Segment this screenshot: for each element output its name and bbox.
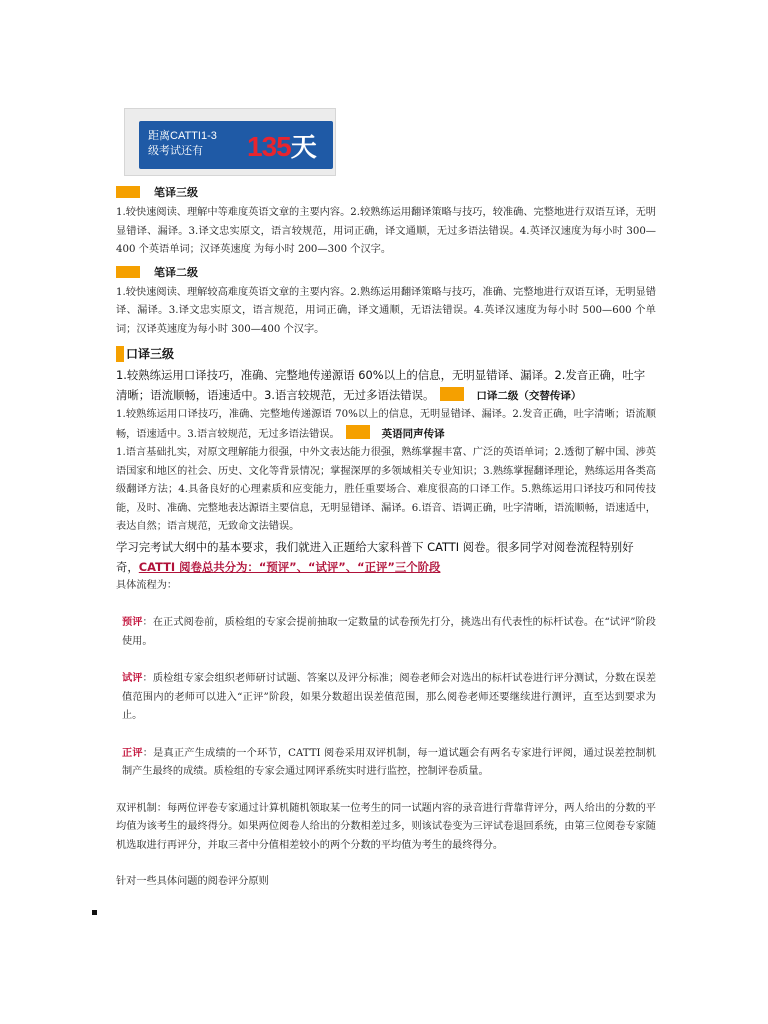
heading-text: 口译三级 — [126, 347, 175, 361]
countdown-days — [247, 127, 316, 164]
heading-text: 笔译二级 — [154, 265, 198, 279]
stage-text: ：在正式阅卷前，质检组的专家会提前抽取一定数量的试卷预先打分，挑选出有代表性的标杆试卷。在“试评”阶段使用。 — [122, 617, 656, 647]
document-page — [116, 108, 656, 892]
countdown-line2: 级考试还有 — [148, 145, 203, 157]
orange-bar-icon — [116, 346, 124, 362]
section-heading-kou3 — [116, 345, 656, 365]
heading-kou2: 口译二级（交替传译） — [476, 390, 582, 402]
countdown-line1: 距离CATTI1-3 — [148, 130, 217, 142]
closing-line: 针对一些具体问题的阅卷评分原则 — [116, 876, 269, 887]
heading-tongsheng: 英语同声传译 — [381, 427, 445, 440]
orange-marker-icon — [440, 387, 464, 401]
stage-label: 正评 — [122, 746, 143, 759]
orange-marker-icon — [116, 186, 140, 198]
stage-trial — [116, 669, 656, 726]
paragraph-kou2 — [116, 406, 656, 444]
countdown-panel — [139, 121, 333, 169]
paragraph-tongsheng: 1.语言基础扎实，对原文理解能力很强，中外文表达能力很强，熟练掌握丰富、广泛的英语单词；2.透彻了解中国、涉英语国家和地区的社会、历史、文化等背景情况；掌握深厚的多领域相关专业知识；3.熟练掌握翻译理论，熟练运用各类高级翻译方法；4.具备良好的心理素质和应变能力，胜任重要场合、难度很高的口译工作。5.熟练运用口译技巧和同传技能，及时、准确、完整地表达源语主要信息，无明显错译、漏译。6.语音、语调正确，吐字清晰，语流顺畅，语速适中，表达自然；语言规范，无致命文法错误。 — [116, 447, 656, 532]
intro-paragraph — [116, 537, 656, 577]
kou3-text: 1.较熟练运用口译技巧，准确、完整地传递源语 60%以上的信息，无明显错译、漏译。2.发音正确，吐字清晰；语流顺畅，语速适中。3.语言较规范，无过多语法错误。 — [116, 368, 646, 402]
heading-text: 笔译三级 — [154, 186, 198, 199]
section-heading-bi2 — [116, 264, 656, 284]
kou2-text: 1.较熟练运用口译技巧，准确、完整地传递源语 70%以上的信息，无明显错译、漏译。2.发音正确，吐字清晰；语流顺畅，语速适中。3.语言较规范，无过多语法错误。 — [116, 409, 656, 440]
stage-formal — [116, 744, 656, 782]
section-heading-bi3 — [116, 184, 656, 204]
paragraph-bi3: 1.较快速阅读、理解中等难度英语文章的主要内容。2.较熟练运用翻译策略与技巧，较准确、完整地进行双语互译，无明显错译、漏译。3.译文忠实原文，语言较规范，用词正确，译文通顺，无过多语法错误。4.英译汉速度为每小时 300—400 个英语单词；汉译英速度 为每小时 200—300 个汉字。 — [116, 207, 656, 255]
stage-label: 试评 — [122, 672, 143, 684]
countdown-banner — [124, 108, 336, 176]
orange-marker-icon — [346, 425, 370, 439]
double-review-paragraph: 双评机制：每两位评卷专家通过计算机随机领取某一位考生的同一试题内容的录音进行背靠背评分，两人给出的分数的平均值为该考生的最终得分。如果两位阅卷人给出的分数相差过多，则该试卷变为三评试卷退回系统，由第三位阅卷专家随机选取进行再评分，并取三者中分值相差较小的两个分数的平均值为考生的最终得分。 — [116, 802, 656, 851]
orange-marker-icon — [116, 266, 140, 278]
countdown-number: 135 — [247, 131, 291, 162]
bullet-icon — [92, 910, 97, 915]
paragraph-kou3 — [116, 365, 656, 406]
stage-label: 预评 — [122, 616, 143, 628]
countdown-label — [148, 129, 217, 159]
countdown-unit: 天 — [290, 132, 316, 162]
stage-text: ：质检组专家会组织老师研讨试题、答案以及评分标准；阅卷老师会对选出的标杆试卷进行评分测试，分数在误差值范围内的老师可以进入“正评”阶段，如果分数超出误差值范围，那么阅卷老师还要继续进行测评，直至达到要求为止。 — [122, 673, 656, 721]
intro-text: 学习完考试大纲中的基本要求，我们就进入正题给大家科普下 CATTI 阅卷。很多同学对阅卷流程特别好奇， — [116, 539, 634, 574]
stage-text: ：是真正产生成绩的一个环节，CATTI 阅卷采用双评机制，每一道试题会有两名专家进行评阅，通过误差控制机制产生最终的成绩。质检组的专家会通过网评系统实时进行监控，控制评卷质量。 — [122, 747, 656, 777]
stages-highlight: CATTI 阅卷总共分为：“预评”、“试评”、“正评”三个阶段 — [138, 559, 441, 574]
flow-label: 具体流程为： — [116, 579, 178, 591]
stage-preview — [116, 613, 656, 651]
paragraph-bi2: 1.较快速阅读、理解较高难度英语文章的主要内容。2.熟练运用翻译策略与技巧，准确、完整地进行双语互译，无明显错译、漏译。3.译文忠实原文，语言规范，用词正确，译文通顺，无语法错误。4.英译汉速度为每小时 500—600 个单词；汉译英速度为每小时 300—400 个汉字。 — [116, 286, 656, 335]
